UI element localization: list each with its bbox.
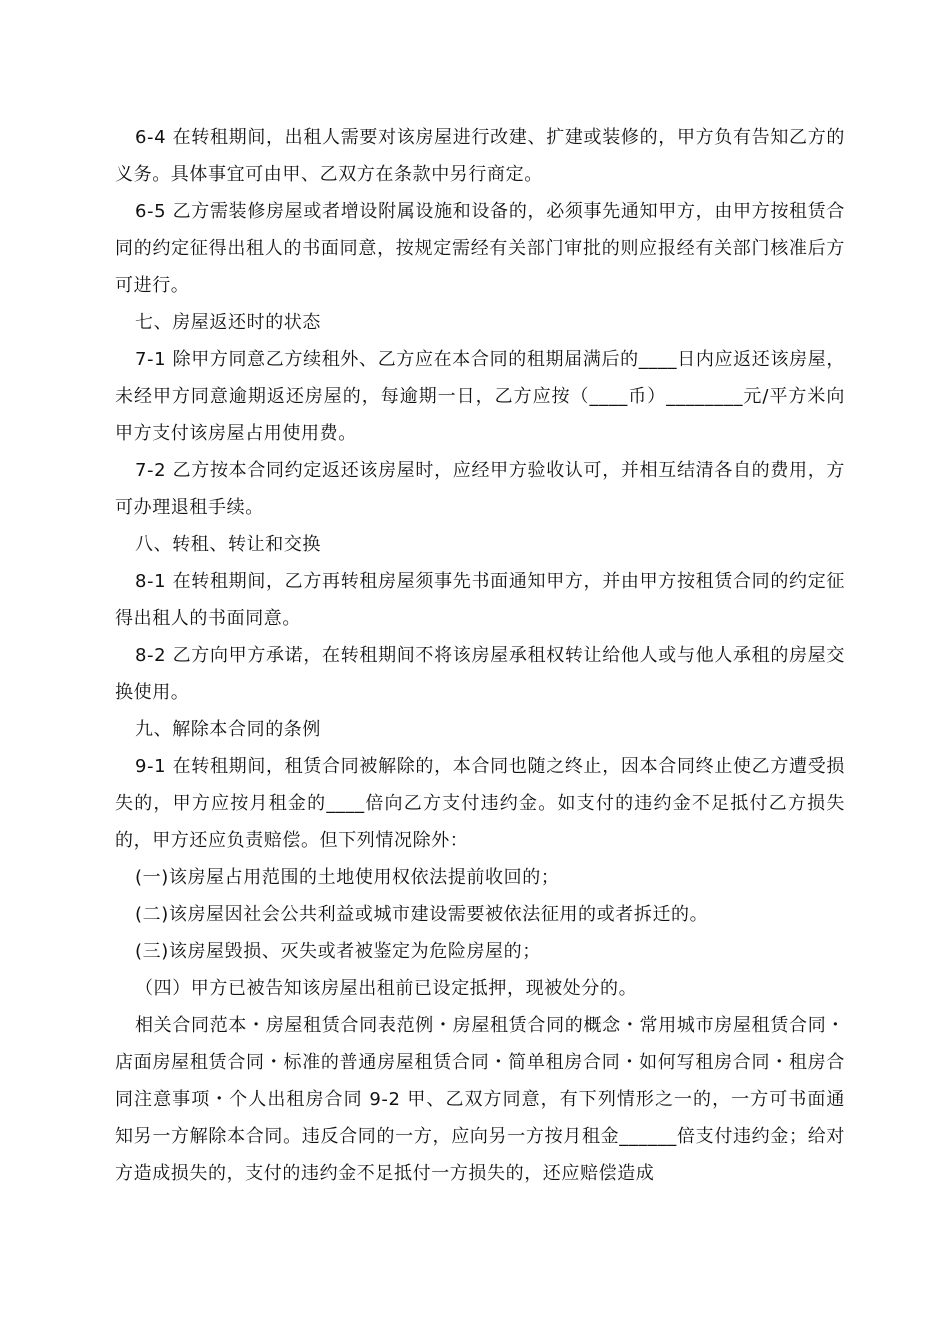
section-heading-8: 八、转租、转让和交换 bbox=[135, 534, 321, 555]
clause-7-1: 7-1 除甲方同意乙方续租外、乙方应在本合同的租期届满后的____日内应返还该房屋，未经甲方同意逾期返还房屋的，每逾期一日，乙方应按（____币）________元/平方米向甲方支付该房屋占用使用费。 bbox=[115, 349, 845, 444]
exception-item-1: (一)该房屋占用范围的土地使用权依法提前收回的； bbox=[135, 867, 560, 888]
clause-6-4: 6-4 在转租期间，出租人需要对该房屋进行改建、扩建或装修的，甲方负有告知乙方的义务。具体事宜可由甲、乙双方在条款中另行商定。 bbox=[115, 127, 845, 185]
section-heading-7: 七、房屋返还时的状态 bbox=[135, 312, 321, 333]
exception-item-2: (二)该房屋因社会公共利益或城市建设需要被依法征用的或者拆迁的。 bbox=[135, 904, 709, 925]
clause-8-2: 8-2 乙方向甲方承诺，在转租期间不将该房屋承租权转让给他人或与他人承租的房屋交换使用。 bbox=[115, 645, 845, 703]
exception-item-3: (三)该房屋毁损、灭失或者被鉴定为危险房屋的； bbox=[135, 941, 541, 962]
clause-7-2: 7-2 乙方按本合同约定返还该房屋时，应经甲方验收认可，并相互结清各自的费用，方可办理退租手续。 bbox=[115, 460, 845, 518]
clause-8-1: 8-1 在转租期间，乙方再转租房屋须事先书面通知甲方，并由甲方按租赁合同的约定征得出租人的书面同意。 bbox=[115, 571, 845, 629]
clause-9-1: 9-1 在转租期间，租赁合同被解除的，本合同也随之终止，因本合同终止使乙方遭受损失的，甲方应按月租金的____倍向乙方支付违约金。如支付的违约金不足抵付乙方损失的，甲方还应负责赔偿。但下列情况除外： bbox=[115, 756, 845, 851]
related-contracts-and-clause-9-2: 相关合同范本・房屋租赁合同表范例・房屋租赁合同的概念・常用城市房屋租赁合同・店面房屋租赁合同・标准的普通房屋租赁合同・简单租房合同・如何写租房合同・租房合同注意事项・个人出租房合同 9-2 甲、乙双方同意，有下列情形之一的，一方可书面通知另一方解除本合同。违反合同的一方，应向另一方按月租金______倍支付违约金；给对方造成损失的，支付的违约金不足抵付一方损失的，还应赔偿造成 bbox=[115, 1015, 845, 1184]
exception-item-4: （四）甲方已被告知该房屋出租前已设定抵押，现被处分的。 bbox=[135, 978, 638, 999]
section-heading-9: 九、解除本合同的条例 bbox=[135, 719, 321, 740]
clause-6-5: 6-5 乙方需装修房屋或者增设附属设施和设备的，必须事先通知甲方，由甲方按租赁合同的约定征得出租人的书面同意，按规定需经有关部门审批的则应报经有关部门核准后方可进行。 bbox=[115, 201, 845, 296]
document-page bbox=[115, 119, 845, 1192]
